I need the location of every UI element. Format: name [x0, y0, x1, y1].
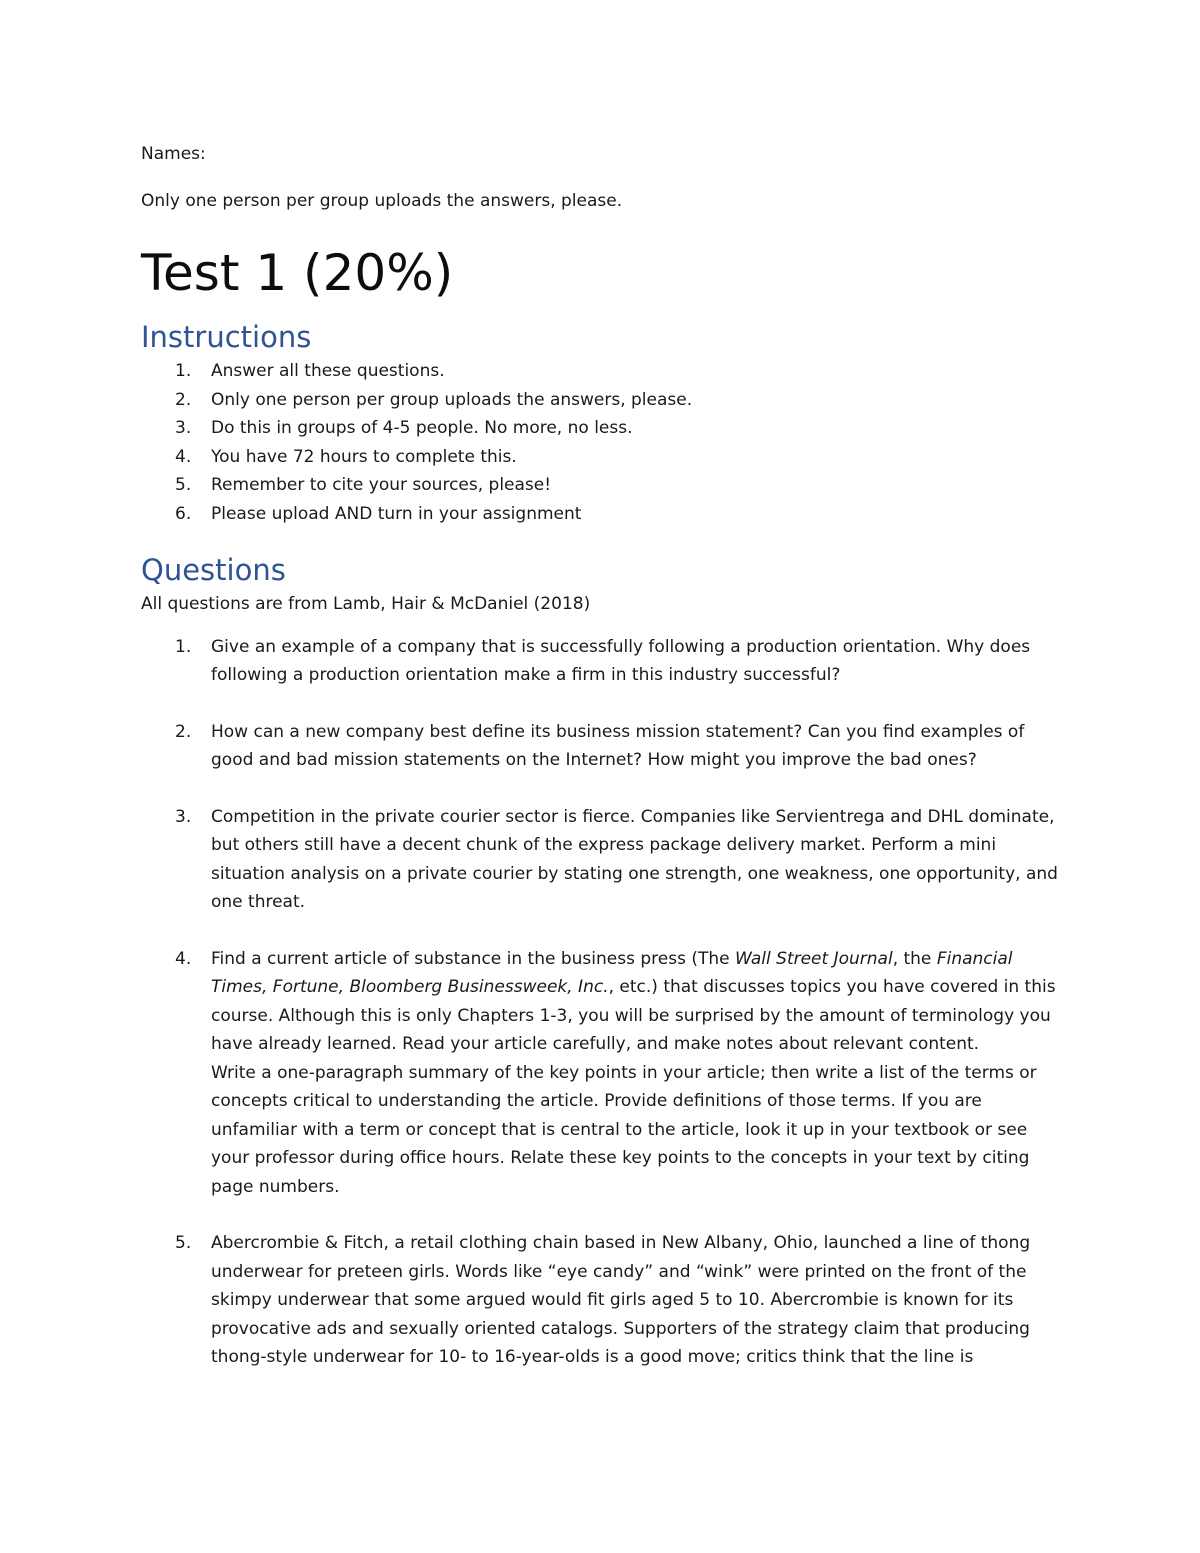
instructions-list — [141, 357, 1066, 528]
publication-names: Financial Times, Fortune, Bloomberg Businessweek, Inc. — [211, 948, 1013, 997]
questions-list — [141, 633, 1066, 1372]
text-run: , the — [892, 948, 937, 969]
instruction-text: You have 72 hours to complete this. — [211, 446, 517, 467]
question-text-part1 — [211, 945, 1066, 1059]
upload-note: Only one person per group uploads the answers, please. — [141, 190, 623, 211]
text-run: , etc.) that discusses topics you have covered in this course. Although this is only Chapters 1-3, you will be surprised by the amount of terminology you have already learned. Read your article carefully, and make notes about relevant content. — [211, 977, 1056, 1054]
publication-name: Wall Street Journal — [735, 948, 893, 969]
list-number: 1. — [175, 361, 192, 381]
list-number: 5. — [175, 475, 192, 495]
list-number: 3. — [175, 806, 192, 827]
question-text: Abercrombie & Fitch, a retail clothing chain based in New Albany, Ohio, launched a line of thong underwear for preteen girls. Words like “eye candy” and “wink” were printed on the front of the skimpy underwear that some argued would fit girls aged 5 to 10. Abercrombie is known for its provocative ads and sexually oriented catalogs. Supporters of the strategy claim that producing thong-style underwear for 10- to 16-year-olds is a good move; critics think that the line is — [211, 1233, 1031, 1367]
list-number: 4. — [175, 948, 192, 969]
instruction-item — [141, 357, 1066, 386]
instruction-item — [141, 500, 1066, 529]
question-text: Give an example of a company that is successfully following a production orientation. Why does following a production orientation make a firm in this industry successful? — [211, 636, 1031, 685]
instruction-item — [141, 471, 1066, 500]
question-text-part2: Write a one-paragraph summary of the key points in your article; then write a list of the terms or concepts critical to understanding the article. Provide definitions of those terms. If you are unfamiliar with a term or concept that is central to the article, look it up in your textbook or see your professor during office hours. Relate these key points to the concepts in your text by citing page numbers. — [211, 1062, 1037, 1197]
instruction-text: Remember to cite your sources, please! — [211, 475, 552, 495]
list-number: 2. — [175, 389, 192, 410]
list-number: 4. — [175, 446, 192, 467]
question-text: Competition in the private courier sector is fierce. Companies like Servientrega and DHL dominate, but others still have a decent chunk of the express package delivery market. Perform a mini situation analysis on a private courier by stating one strength, one weakness, one opportunity, and one threat. — [211, 806, 1058, 912]
page-title: Test 1 (20%) — [141, 244, 454, 302]
instruction-item — [141, 386, 1066, 415]
question-item — [141, 803, 1066, 917]
instruction-text: Please upload AND turn in your assignment — [211, 503, 582, 524]
names-label: Names: — [141, 144, 206, 164]
instruction-text: Only one person per group uploads the answers, please. — [211, 389, 693, 410]
instruction-text: Answer all these questions. — [211, 361, 445, 381]
list-number: 3. — [175, 418, 192, 438]
question-item — [141, 1229, 1066, 1372]
instruction-item — [141, 414, 1066, 443]
questions-intro: All questions are from Lamb, Hair & McDaniel (2018) — [141, 594, 591, 614]
question-item — [141, 945, 1066, 1202]
question-item — [141, 718, 1066, 775]
list-number: 5. — [175, 1233, 192, 1253]
list-number: 2. — [175, 721, 192, 742]
document-body — [141, 140, 1066, 1400]
question-item — [141, 633, 1066, 690]
question-text: How can a new company best define its business mission statement? Can you find examples of good and bad mission statements on the Internet? How might you improve the bad ones? — [211, 721, 1025, 770]
text-run: Find a current article of substance in the business press (The — [211, 948, 735, 969]
list-number: 1. — [175, 636, 192, 657]
instruction-item — [141, 443, 1066, 472]
list-number: 6. — [175, 503, 192, 524]
questions-heading: Questions — [141, 553, 286, 587]
instruction-text: Do this in groups of 4-5 people. No more, no less. — [211, 418, 633, 438]
instructions-heading: Instructions — [141, 320, 312, 354]
